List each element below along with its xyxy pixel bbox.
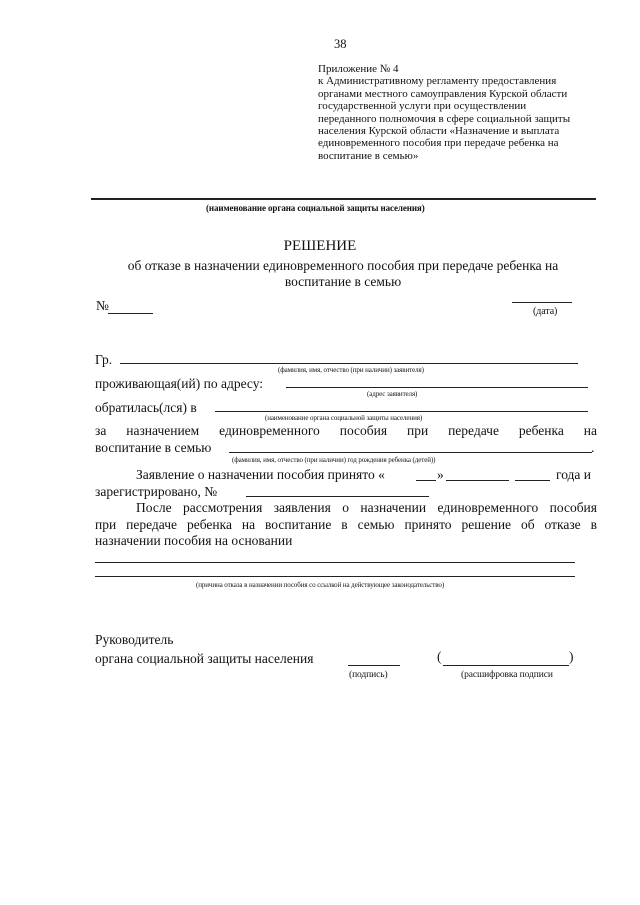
reason-field[interactable] (95, 576, 575, 577)
date-caption: (дата) (533, 306, 558, 317)
appendix-line: населения Курской области «Назначение и выплата (318, 125, 560, 138)
org-label: органа социальной защиты населения (95, 651, 314, 666)
appendix-line: единовременного пособия при передаче ребенка на (318, 137, 559, 150)
appendix-line: воспитание в семью» (318, 149, 419, 162)
applied-org-caption: (наименование органа социальной защиты населения) (265, 414, 423, 422)
signature-decode-caption: (расшифровка подписи (461, 670, 553, 680)
reason-caption: (причина отказа в назначении пособия со ссылкой на действующее законодательство) (196, 581, 445, 589)
statement-mid: » (437, 467, 444, 482)
appendix-block (318, 63, 570, 162)
applied-to-label: обратилась(лся) в (95, 400, 197, 415)
appendix-line: к Административному регламенту предоставления (318, 75, 557, 88)
citizen-label: Гр. (95, 352, 113, 367)
appendix-line: переданного полномочия в сфере социальной защиты (318, 112, 571, 125)
child-info-field[interactable] (229, 452, 592, 453)
child-info-caption: (фамилия, имя, отчество (при наличии) год рождения ребенка (детей)) (232, 456, 436, 464)
decision-number-label: № (96, 298, 109, 313)
statement-suffix: года и (556, 467, 592, 482)
decision-title: РЕШЕНИЕ (283, 238, 357, 254)
address-field[interactable] (286, 387, 588, 388)
citizen-name-caption: (фамилия, имя, отчество (при наличии) заявителя) (278, 366, 424, 374)
appendix-line: органами местного самоуправления Курской области (318, 87, 568, 100)
decision-date-field[interactable] (512, 302, 572, 303)
org-name-line (91, 198, 596, 200)
address-caption: (адрес заявителя) (367, 390, 418, 398)
citizen-name-field[interactable] (120, 363, 578, 364)
decision-text-line: После рассмотрения заявления о назначении единовременного пособия (136, 500, 597, 515)
address-label: проживающая(ий) по адресу: (95, 376, 264, 391)
org-name-caption: (наименование органа социальной защиты населения) (206, 203, 425, 213)
registration-number-field[interactable] (246, 496, 429, 497)
signature-decode-field[interactable] (443, 665, 569, 666)
decision-text-line: при передаче ребенка на воспитание в семью принято решение об отказе в (95, 517, 597, 532)
reason-field[interactable] (95, 562, 575, 563)
purpose-text: за назначением единовременного пособия при передаче ребенка на (95, 423, 597, 438)
statement-year-field[interactable] (515, 480, 550, 481)
statement-prefix: Заявление о назначении пособия принято « (136, 467, 385, 482)
head-label: Руководитель (95, 632, 174, 647)
statement-month-field[interactable] (446, 480, 509, 481)
decision-text-line: назначении пособия на основании (95, 533, 293, 548)
signature-caption: (подпись) (349, 670, 388, 680)
registered-label: зарегистрировано, № (95, 484, 218, 499)
decision-subtitle: воспитание в семью (284, 274, 402, 289)
decision-subtitle: об отказе в назначении единовременного пособия при передаче ребенка на (127, 258, 559, 273)
decision-number-field[interactable] (108, 313, 153, 314)
purpose-label: воспитание в семью (95, 440, 212, 455)
appendix-title: Приложение № 4 (318, 63, 399, 75)
signature-field[interactable] (348, 665, 400, 666)
statement-day-field[interactable] (416, 480, 436, 481)
appendix-line: государственной услуги при осуществлении (318, 100, 527, 113)
applied-org-field[interactable] (215, 411, 588, 412)
page-number: 38 (334, 37, 347, 51)
